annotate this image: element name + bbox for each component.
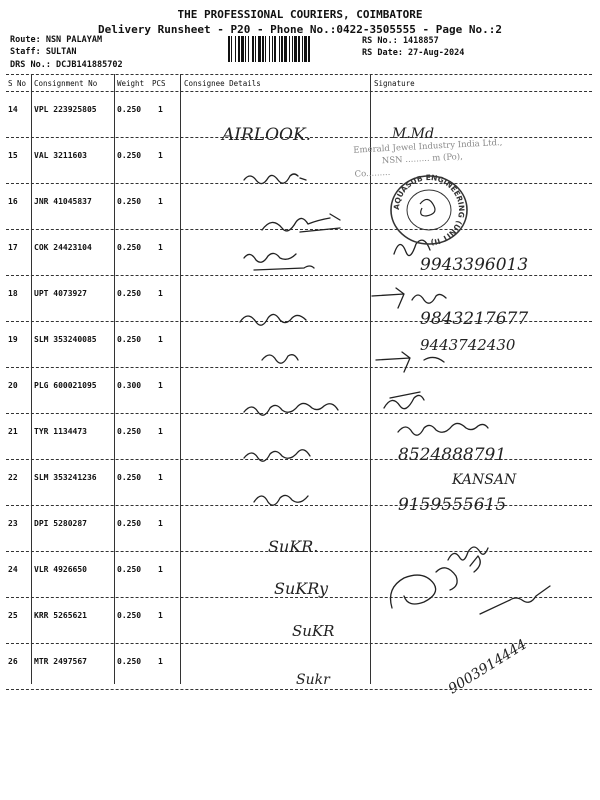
staff-label: Staff: SULTAN [10,47,77,57]
row-consignment-no: SLM 353240085 [34,335,97,344]
stamp-line: Co......... [354,167,391,180]
handwritten-consignee [262,355,298,364]
col-header-signature: Signature [374,79,415,88]
row-weight: 0.250 [117,105,142,114]
row-consignment-no: VPL 223925805 [34,105,97,114]
handwritten-consignee [254,495,308,505]
row-pcs: 1 [158,427,163,436]
row-weight: 0.250 [117,611,142,620]
circular-stamp [384,170,474,250]
rs-date: RS Date: 27-Aug-2024 [362,48,465,58]
handwritten-consignee: AIRLOOK. [222,125,312,145]
handwritten-signature [376,352,444,372]
handwritten-phone: 9943396013 [420,255,529,275]
row-sno: 17 [8,243,18,252]
row-consignment-no: DPI 5280287 [34,519,87,528]
col-header-consignee: Consignee Details [184,79,261,88]
row-consignment-no: COK 24423104 [34,243,92,252]
row-pcs: 1 [158,335,163,344]
row-consignment-no: JNR 41045837 [34,197,92,206]
stamp-line: NSN ......... m (Po), [381,152,464,167]
handwritten-consignee [244,450,310,461]
row-weight: 0.250 [117,657,142,666]
handwritten-signature [372,288,446,308]
row-pcs: 1 [158,105,163,114]
row-sno: 24 [8,565,18,574]
row-consignment-no: PLG 600021095 [34,381,97,390]
row-weight: 0.250 [117,243,142,252]
row-weight: 0.250 [117,519,142,528]
row-pcs: 1 [158,519,163,528]
row-sno: 14 [8,105,18,114]
row-consignment-no: UPT 4073927 [34,289,87,298]
col-header-consignment: Consignment No [34,79,98,88]
row-sno: 16 [8,197,18,206]
col-header-weight: Weight [117,79,145,88]
row-pcs: 1 [158,565,163,574]
row-weight: 0.250 [117,151,142,160]
handwritten-consignee [240,314,306,325]
handwritten-phone: 9443742430 [420,336,516,354]
stamp-ring-text: AQUASUB ENGINEERING (UNIT II) [391,172,467,247]
company-title: THE PROFESSIONAL COURIERS, COIMBATORE [177,8,423,21]
handwritten-signature [391,556,481,608]
row-pcs: 1 [158,473,163,482]
row-pcs: 1 [158,289,163,298]
handwritten-phone: 9003914444 [445,636,530,698]
handwritten-consignee [244,253,314,270]
handwritten-phone: 8524888791 [398,445,507,465]
runsheet-title: Delivery Runsheet - P20 - Phone No.:0422-3505555 - Page No.:2 [98,23,502,36]
row-sno: 21 [8,427,18,436]
row-consignment-no: VAL 3211603 [34,151,87,160]
col-header-sno: S No [8,79,27,88]
handwritten-name: KANSAN [452,472,517,488]
row-consignment-no: KRR 5265621 [34,611,87,620]
row-consignment-no: TYR 1134473 [34,427,87,436]
row-sno: 20 [8,381,18,390]
drs-number: DRS No.: DCJB141885702 [10,60,123,70]
rs-number: RS No.: 1418857 [362,36,439,46]
row-sno: 23 [8,519,18,528]
handwritten-consignee: SuKRy [274,579,329,598]
handwritten-signature [480,586,550,614]
handwritten-signature [384,392,424,409]
route-label: Route: NSN PALAYAM [10,35,103,45]
row-weight: 0.250 [117,197,142,206]
handwritten-phone: 9159555615 [398,495,507,515]
row-pcs: 1 [158,611,163,620]
handwritten-consignee [262,214,340,232]
row-pcs: 1 [158,197,163,206]
row-weight: 0.250 [117,565,142,574]
handwritten-consignee: SuKR [292,622,335,640]
row-sno: 15 [8,151,18,160]
row-weight: 0.250 [117,473,142,482]
row-weight: 0.250 [117,335,142,344]
row-consignment-no: SLM 353241236 [34,473,97,482]
row-pcs: 1 [158,381,163,390]
row-consignment-no: VLR 4926650 [34,565,87,574]
row-weight: 0.250 [117,427,142,436]
row-pcs: 1 [158,657,163,666]
row-pcs: 1 [158,151,163,160]
row-sno: 19 [8,335,18,344]
row-weight: 0.250 [117,289,142,298]
handwritten-consignee: SuKR. [268,537,319,556]
row-weight: 0.300 [117,381,142,390]
row-sno: 22 [8,473,18,482]
row-pcs: 1 [158,243,163,252]
stamp-line: Emerald Jewel Industry India Ltd., [353,137,503,156]
svg-text:AQUASUB ENGINEERING (UNIT II) [392,173,466,247]
handwritten-consignee [244,403,338,415]
row-sno: 18 [8,289,18,298]
handwritten-consignee [244,174,306,184]
handwritten-consignee: Sukr [296,672,330,688]
row-sno: 26 [8,657,18,666]
handwritten-signature [398,423,488,435]
row-consignment-no: MTR 2497567 [34,657,87,666]
handwritten-signature [448,547,488,560]
handwritten-signature: M.Md [392,126,435,142]
col-header-pcs: PCS [152,79,166,88]
row-sno: 25 [8,611,18,620]
handwritten-phone: 9843217677 [420,309,529,329]
